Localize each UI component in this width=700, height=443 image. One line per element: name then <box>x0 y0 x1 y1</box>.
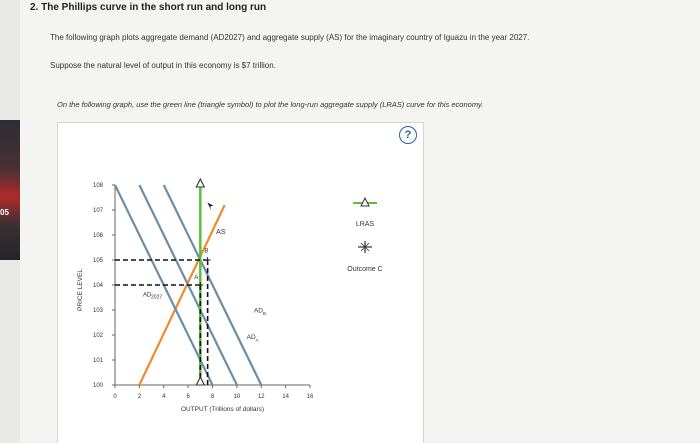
y-tick-label: 107 <box>92 208 103 214</box>
y-tick-label: 103 <box>92 308 103 314</box>
x-axis-title: OUTPUT (Trillions of dollars) <box>180 406 265 413</box>
point-b-label: B <box>204 248 209 255</box>
mouse-cursor-icon <box>207 203 213 211</box>
ad-b-curve <box>164 185 262 385</box>
ada-subscript: A <box>255 337 259 343</box>
y-tick-label: 106 <box>92 233 103 239</box>
y-tick-label: 104 <box>92 283 103 289</box>
point-a-label: A <box>194 274 199 281</box>
x-tick-label: 0 <box>113 394 117 400</box>
y-tick-label: 102 <box>92 333 103 339</box>
help-button[interactable]: ? <box>399 126 417 144</box>
x-tick-label: 16 <box>306 394 314 400</box>
x-tick-label: 2 <box>137 394 142 400</box>
instruction-text: On the following graph, use the green line (triangle symbol) to plot the long-run aggregate supply (LRAS) curve for this economy. <box>57 100 484 109</box>
adb-subscript: B <box>262 311 266 316</box>
question-title: 2. The Phillips curve in the short run and long run <box>30 2 267 13</box>
y-tick-label: 105 <box>92 258 103 264</box>
y-tick-label: 101 <box>92 358 103 364</box>
ad2027-label: AD <box>143 292 152 299</box>
background-photo-strip <box>0 120 20 260</box>
legend-lras-label: LRAS <box>355 221 375 228</box>
x-tick-label: 4 <box>162 394 166 400</box>
intro-text: The following graph plots aggregate demand (AD2027) and aggregate supply (AS) for the imaginary country of Iguazu in the year 2027. <box>50 33 530 42</box>
x-tick-label: 12 <box>257 394 265 400</box>
ad2027-subscript: 2027 <box>151 294 163 301</box>
x-tick-label: 14 <box>282 394 289 400</box>
ada-label: AD <box>246 333 256 341</box>
lras-top-handle <box>196 179 204 187</box>
legend-outcome-c-label: Outcome C <box>347 266 383 273</box>
lras-bottom-handle <box>196 377 204 385</box>
adb-label: AD <box>253 307 263 315</box>
as-label: AS <box>216 228 226 236</box>
x-tick-label: 10 <box>233 394 241 400</box>
x-tick-label: 8 <box>210 394 215 400</box>
y-axis-title: PRICE LEVEL <box>77 269 84 311</box>
x-tick-label: 6 <box>186 394 190 400</box>
graph-svg[interactable] <box>57 140 422 420</box>
side-badge: 05 <box>0 208 9 217</box>
natural-output-text: Suppose the natural level of output in this economy is $7 trillion. <box>50 61 276 70</box>
y-tick-label: 108 <box>92 183 103 189</box>
y-tick-label: 100 <box>92 383 103 389</box>
